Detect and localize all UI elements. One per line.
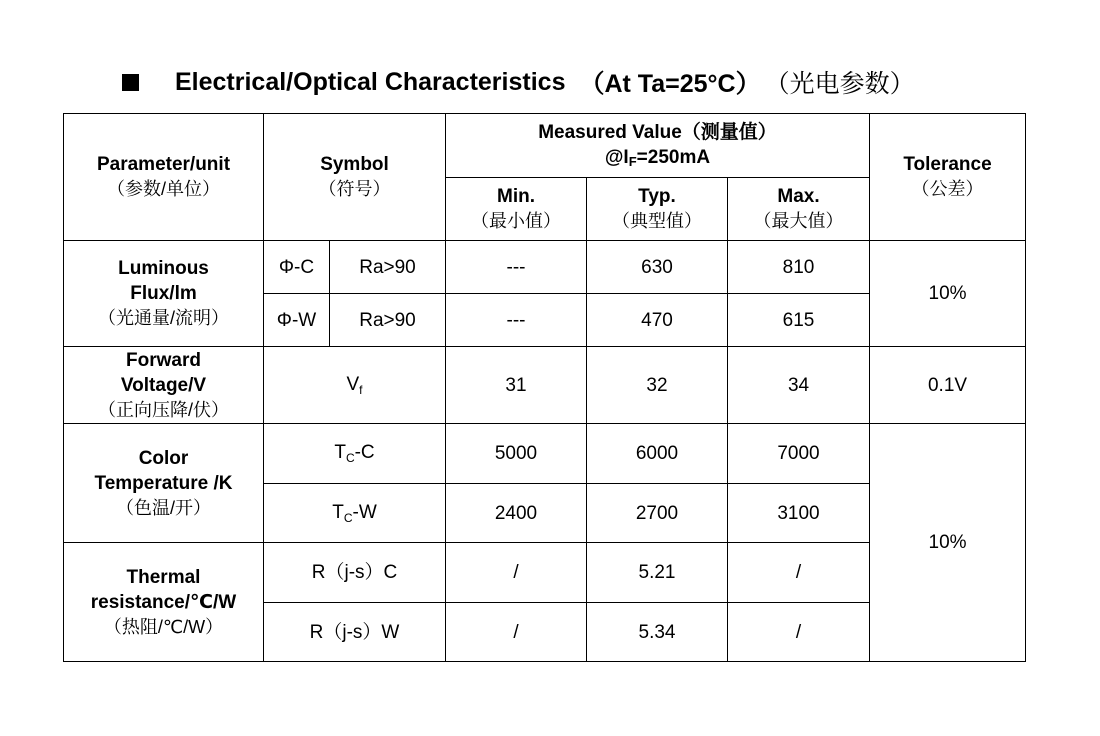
symbol-cell: R（j-s）W	[264, 603, 446, 662]
max-value: 7000	[728, 424, 870, 484]
typ-value: 2700	[587, 484, 728, 543]
min-value: 31	[446, 347, 587, 424]
header-parameter-cell	[64, 114, 264, 241]
max-value: /	[728, 603, 870, 662]
param-forward-voltage: Forward Voltage/V （正向压降/伏）	[64, 347, 264, 424]
header-row-1	[64, 114, 1026, 178]
tolerance-value: 10%	[870, 241, 1026, 347]
table-row	[64, 347, 1026, 424]
header-typ: Typ.	[638, 186, 676, 207]
tolerance-value: 10%	[870, 424, 1026, 662]
title-main: Electrical/Optical Characteristics	[175, 67, 566, 96]
symbol-cell: $V_f$	[264, 347, 446, 424]
symbol-cell: Φ-C	[264, 241, 330, 294]
header-max-cn: （最大值）	[753, 211, 844, 231]
min-value: ---	[446, 294, 587, 347]
table-row	[64, 241, 1026, 294]
typ-value: 5.34	[587, 603, 728, 662]
header-parameter: Parameter/unit	[96, 154, 231, 175]
characteristics-table	[63, 113, 1026, 662]
condition-cell: Ra>90	[330, 294, 446, 347]
min-value: /	[446, 603, 587, 662]
header-max-cell	[728, 178, 870, 241]
black-square-bullet-icon	[122, 74, 139, 91]
header-tolerance: Tolerance	[903, 154, 992, 175]
typ-value: 5.21	[587, 543, 728, 603]
header-max: Max.	[777, 186, 820, 207]
header-parameter-cn: （参数/单位）	[106, 179, 220, 199]
param-luminous-flux: Luminous Flux/lm （光通量/流明）	[64, 241, 264, 347]
header-symbol: Symbol	[320, 154, 389, 175]
header-min: Min.	[497, 186, 535, 207]
symbol-cell: $T_C-C$	[264, 424, 446, 484]
min-value: 5000	[446, 424, 587, 484]
header-symbol-cn: （符号）	[318, 179, 391, 199]
max-value: 3100	[728, 484, 870, 543]
typ-value: 32	[587, 347, 728, 424]
max-value: 615	[728, 294, 870, 347]
min-value: /	[446, 543, 587, 603]
header-tolerance-cell	[870, 114, 1026, 241]
symbol-cell: $T_C-W$	[264, 484, 446, 543]
max-value: 34	[728, 347, 870, 424]
symbol-cell: Φ-W	[264, 294, 330, 347]
min-value: ---	[446, 241, 587, 294]
header-symbol-cell	[264, 114, 446, 241]
max-value: /	[728, 543, 870, 603]
title-condition: （At Ta=25°C）	[579, 70, 761, 98]
header-measured-cell	[446, 114, 870, 178]
typ-value: 470	[587, 294, 728, 347]
tolerance-value: 0.1V	[870, 347, 1026, 424]
table-row	[64, 424, 1026, 484]
min-value: 2400	[446, 484, 587, 543]
title-chinese: （光电参数）	[764, 70, 915, 98]
header-typ-cell	[587, 178, 728, 241]
header-typ-cn: （典型值）	[612, 211, 702, 231]
header-min-cell	[446, 178, 587, 241]
typ-value: 6000	[587, 424, 728, 484]
typ-value: 630	[587, 241, 728, 294]
symbol-cell: R（j-s）C	[264, 543, 446, 603]
param-thermal-resistance: Thermal resistance/℃/W （热阻/℃/W）	[64, 543, 264, 662]
header-measured-condition: @IF=250mA	[604, 147, 711, 169]
header-min-cn: （最小值）	[471, 211, 561, 231]
param-color-temperature: Color Temperature /K （色温/开）	[64, 424, 264, 543]
condition-cell: Ra>90	[330, 241, 446, 294]
header-tolerance-cn: （公差）	[911, 179, 984, 199]
header-measured: Measured Value（测量值）	[538, 122, 777, 143]
max-value: 810	[728, 241, 870, 294]
page-title	[122, 62, 915, 102]
